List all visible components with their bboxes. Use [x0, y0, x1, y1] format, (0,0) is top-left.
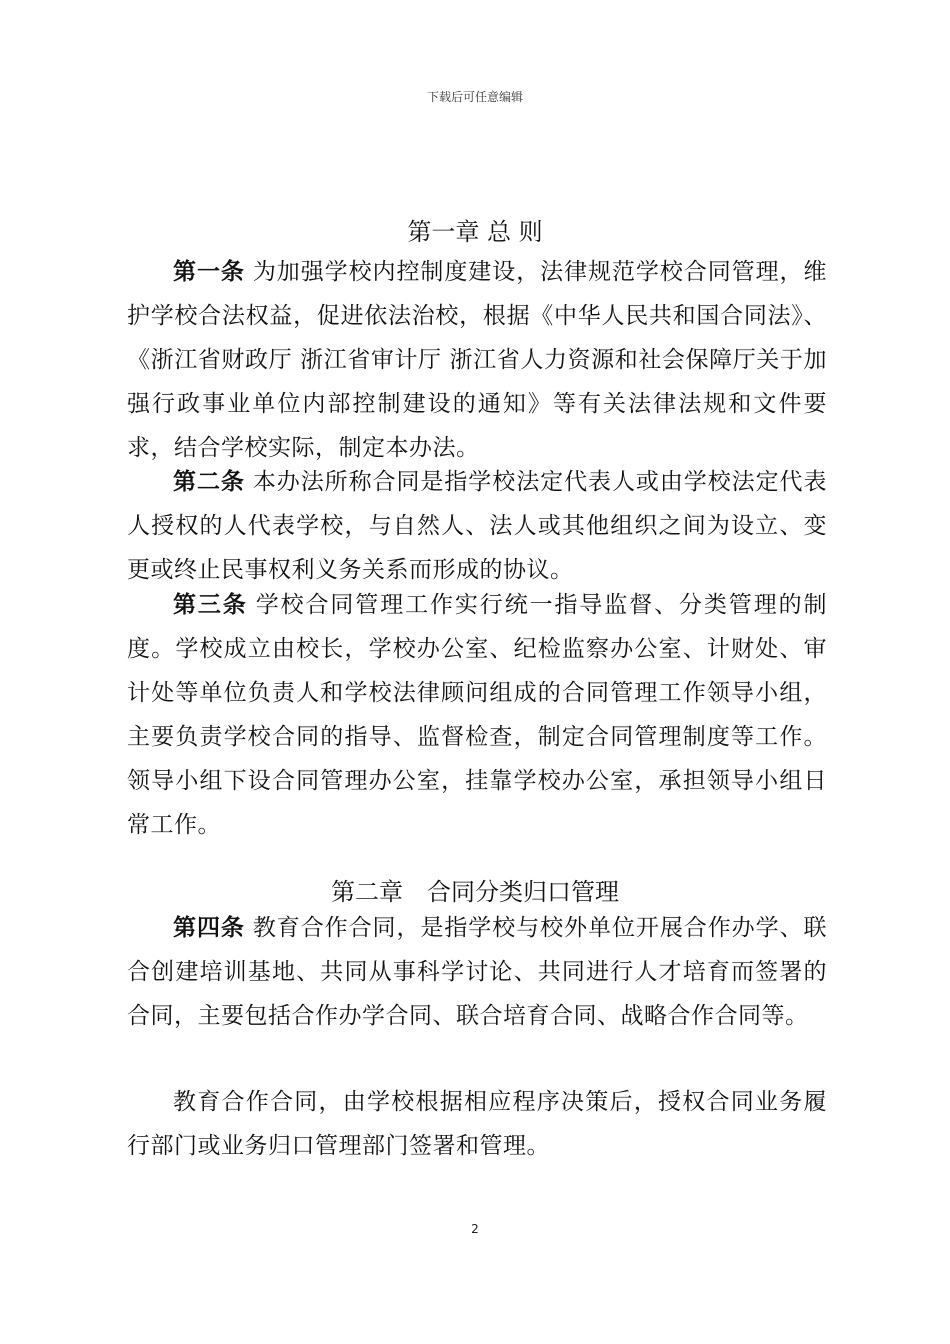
body-paragraph: 教育合作合同，由学校根据相应程序决策后，授权合同业务履行部门或业务归口管理部门签署和管理。	[127, 1089, 827, 1159]
article-label: 第一条	[173, 259, 245, 285]
article-text: 本办法所称合同是指学校法定代表人或由学校法定代表人授权的人代表学校，与自然人、法人或其他组织之间为设立、变更或终止民事权利义务关系而形成的协议。	[127, 469, 828, 583]
page-number: 2	[471, 1222, 479, 1236]
chapter-title: 第二章 合同分类归口管理	[331, 878, 619, 906]
article-paragraph	[127, 583, 827, 847]
article-label: 第四条	[173, 915, 245, 941]
article-text: 学校合同管理工作实行统一指导监督、分类管理的制度。学校成立由校长，学校办公室、纪检监察办公室、计财处、审计处等单位负责人和学校法律顾问组成的合同管理工作领导小组，主要负责学校合同的指导、监督检查，制定合同管理制度等工作。领导小组下设合同管理办公室，挂靠学校办公室，承担领导小组日常工作。	[127, 592, 828, 838]
chapter-title: 第一章 总 则	[407, 218, 543, 246]
article-text: 为加强学校内控制度建设，法律规范学校合同管理，维护学校合法权益，促进依法治校，根据《中华人民共和国合同法》、《浙江省财政厅 浙江省审计厅 浙江省人力资源和社会保障厅关于加强行政事业单位内部控制建设的通知》等有关法律法规和文件要求，结合学校实际，制定本办法。	[127, 259, 828, 461]
header-note: 下载后可任意编辑	[426, 90, 523, 104]
article-label: 第三条	[173, 592, 248, 618]
article-label: 第二条	[173, 469, 245, 495]
article-paragraph	[127, 460, 827, 592]
article-paragraph	[127, 250, 827, 470]
article-paragraph	[127, 906, 827, 1038]
article-text: 教育合作合同，是指学校与校外单位开展合作办学、联合创建培训基地、共同从事科学讨论、共同进行人才培育而签署的合同，主要包括合作办学合同、联合培育合同、战略合作合同等。	[127, 915, 828, 1029]
